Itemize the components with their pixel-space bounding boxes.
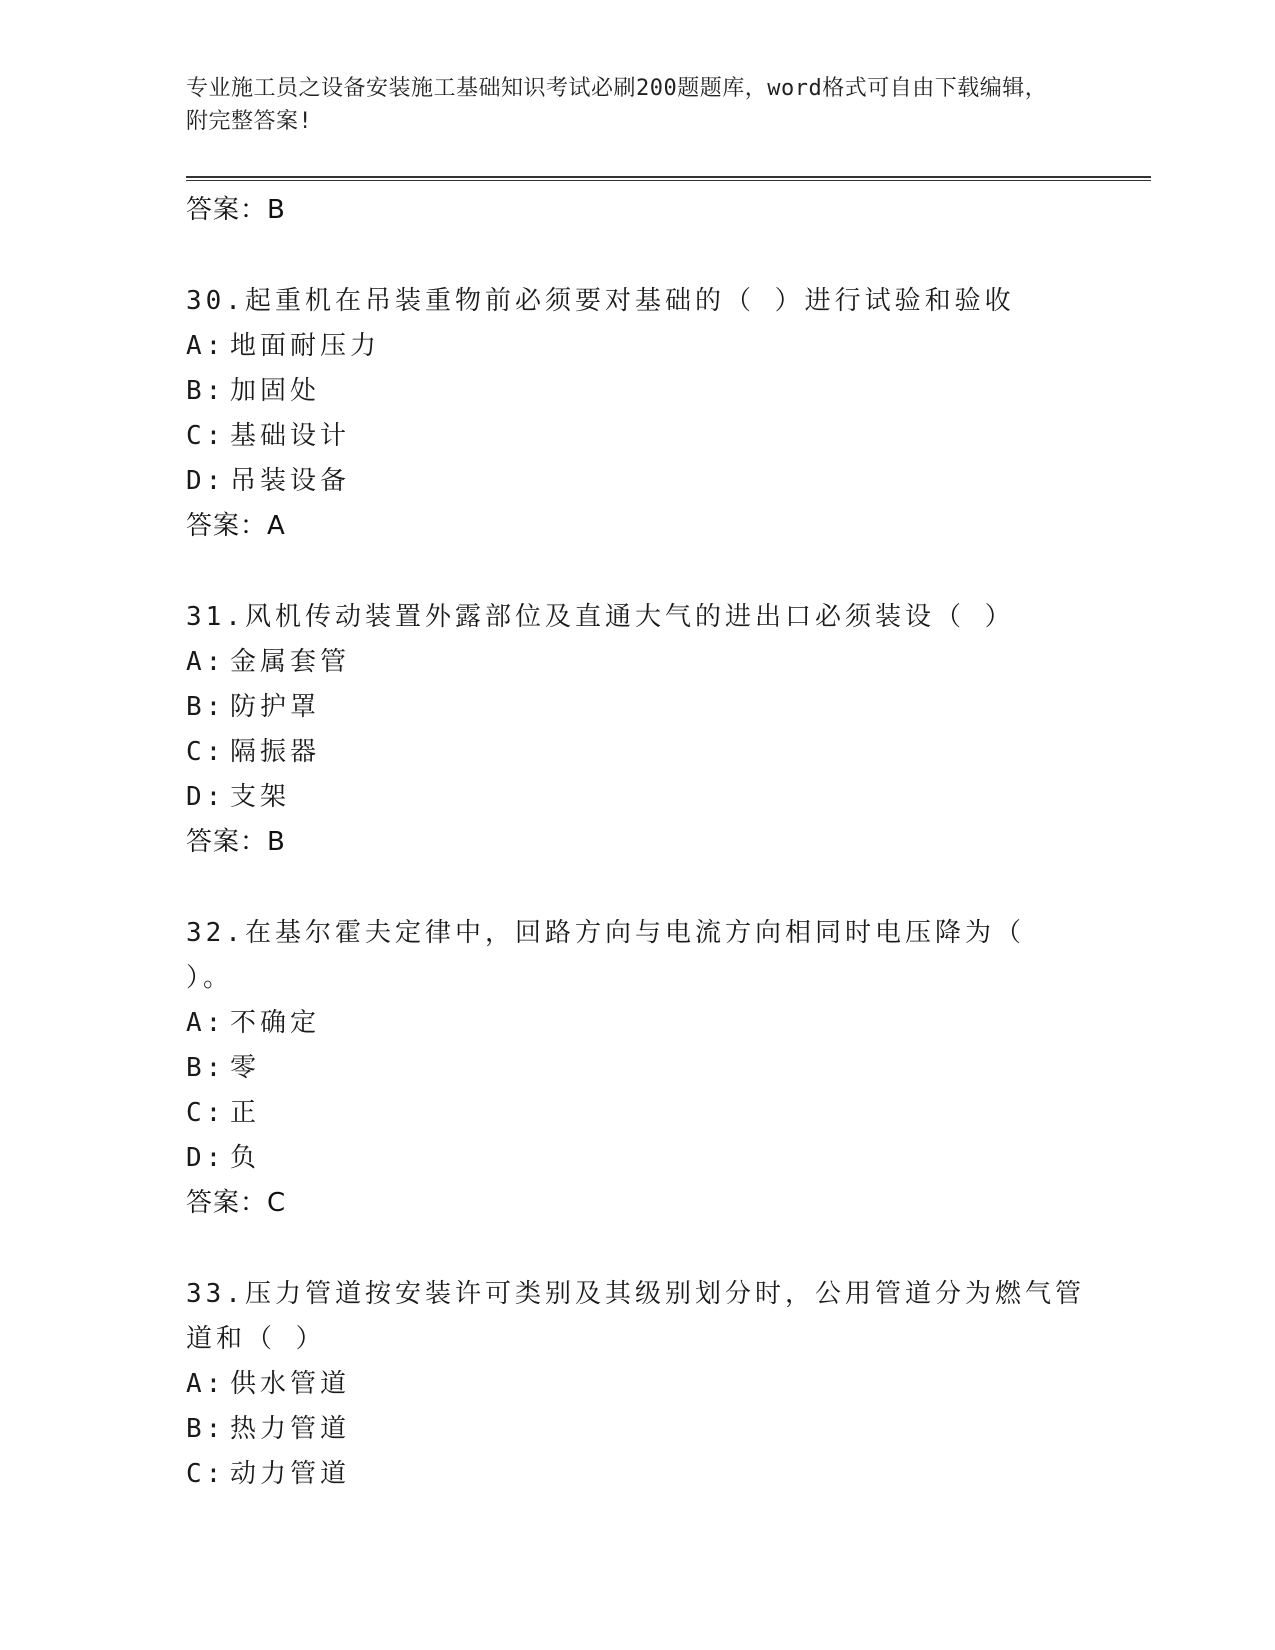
option-key: B: — [186, 692, 226, 722]
option-a — [186, 1362, 1086, 1407]
question-block — [186, 911, 1086, 1001]
question-block — [186, 279, 1086, 324]
document-title: 专业施工员之设备安装施工基础知识考试必刷200题题库，word格式可自由下载编辑，附完整答案! — [186, 76, 1048, 134]
option-b — [186, 1407, 1086, 1452]
option-text: 金属套管 — [230, 647, 351, 677]
option-a — [186, 640, 1086, 685]
question-list — [186, 188, 1086, 1497]
option-text: 不确定 — [230, 1008, 321, 1038]
option-text: 负 — [230, 1143, 261, 1173]
option-key: B: — [186, 376, 226, 406]
option-key: A: — [186, 1008, 226, 1038]
option-c — [186, 1452, 1086, 1497]
answer-label: 答案： — [186, 511, 268, 541]
option-b — [186, 685, 1086, 730]
option-text: 支架 — [230, 782, 291, 812]
answer-value: C — [267, 1188, 287, 1218]
option-text: 供水管道 — [230, 1369, 351, 1399]
question-block — [186, 1272, 1086, 1362]
option-key: D: — [186, 782, 226, 812]
option-text: 正 — [230, 1098, 261, 1128]
question-block — [186, 595, 1086, 640]
option-b — [186, 1046, 1086, 1091]
answer-value: B — [267, 827, 286, 857]
option-d — [186, 459, 1086, 504]
option-c — [186, 1091, 1086, 1136]
option-key: C: — [186, 421, 226, 451]
answer-line — [186, 820, 1086, 865]
answer-line — [186, 504, 1086, 549]
option-key: B: — [186, 1414, 226, 1444]
header-divider — [186, 176, 1151, 181]
option-key: B: — [186, 1053, 226, 1083]
option-text: 地面耐压力 — [230, 331, 381, 361]
answer-label: 答案： — [186, 827, 268, 857]
answer-line — [186, 188, 1086, 233]
option-key: D: — [186, 466, 226, 496]
option-key: D: — [186, 1143, 226, 1173]
answer-label: 答案： — [186, 1188, 268, 1218]
option-key: A: — [186, 1369, 226, 1399]
option-key: A: — [186, 647, 226, 677]
option-text: 防护罩 — [230, 692, 321, 722]
option-a — [186, 324, 1086, 369]
option-text: 加固处 — [230, 376, 321, 406]
answer-value: A — [267, 511, 286, 541]
question-stem: 31.风机传动装置外露部位及直通大气的进出口必须装设（ ） — [186, 602, 1015, 632]
option-key: C: — [186, 1098, 226, 1128]
question-stem: 32.在基尔霍夫定律中，回路方向与电流方向相同时电压降为（ ）。 — [186, 918, 1025, 993]
option-text: 热力管道 — [230, 1414, 351, 1444]
question-stem: 33.压力管道按安装许可类别及其级别划分时，公用管道分为燃气管道和（ ） — [186, 1279, 1085, 1354]
document-header — [186, 72, 1066, 138]
option-key: C: — [186, 1459, 226, 1489]
option-c — [186, 414, 1086, 459]
option-text: 零 — [230, 1053, 261, 1083]
option-text: 隔振器 — [230, 737, 321, 767]
question-stem: 30.起重机在吊装重物前必须要对基础的（ ）进行试验和验收 — [186, 286, 1015, 316]
option-text: 基础设计 — [230, 421, 351, 451]
option-key: C: — [186, 737, 226, 767]
option-d — [186, 1136, 1086, 1181]
option-c — [186, 730, 1086, 775]
option-b — [186, 369, 1086, 414]
answer-line — [186, 1181, 1086, 1226]
answer-value: B — [267, 195, 286, 225]
option-key: A: — [186, 331, 226, 361]
option-d — [186, 775, 1086, 820]
option-a — [186, 1001, 1086, 1046]
option-text: 动力管道 — [230, 1459, 351, 1489]
option-text: 吊装设备 — [230, 466, 351, 496]
answer-label: 答案： — [186, 195, 268, 225]
